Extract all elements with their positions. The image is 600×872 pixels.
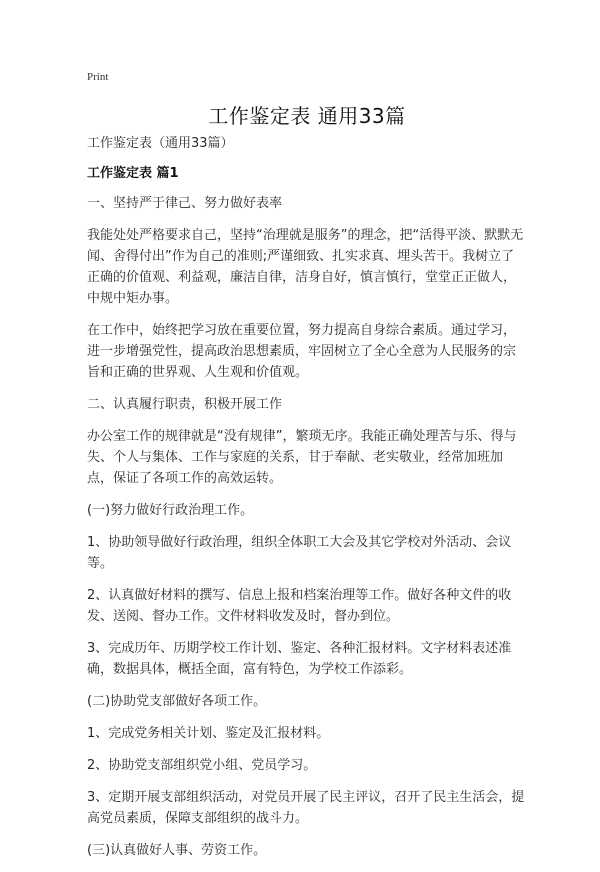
paragraph: 2、协助党支部组织党小组、党员学习。 — [87, 758, 317, 773]
paragraph: 在工作中，始终把学习放在重要位置，努力提高自身综合素质。通过学习，进一步增强党性，提高政治思想素质，牢固树立了全心全意为人民服务的宗旨和正确的世界观、人生观和价值观。 — [87, 323, 517, 380]
paragraph: (一)努力做好行政治理工作。 — [87, 503, 254, 518]
paragraph: 1、协助领导做好行政治理，组织全体职工大会及其它学校对外活动、会议等。 — [87, 535, 512, 571]
print-label: Print — [87, 71, 109, 83]
paragraph: 2、认真做好材料的撰写、信息上报和档案治理等工作。做好各种文件的收发、送阅、督办工作。文件材料收发及时，督办到位。 — [87, 588, 512, 624]
paragraph: 办公室工作的规律就是“没有规律”，繁琐无序。我能正确处理苦与乐、得与失、个人与集体、工作与家庭的关系，甘于奉献、老实敬业，经常加班加点，保证了各项工作的高效运转。 — [87, 429, 517, 486]
document-body — [87, 133, 527, 872]
section-heading: 工作鉴定表 篇1 — [87, 166, 179, 181]
paragraph: 1、完成党务相关计划、鉴定及汇报材料。 — [87, 726, 330, 741]
page-title: 工作鉴定表 通用33篇 — [208, 104, 406, 128]
paragraph: (三)认真做好人事、劳资工作。 — [87, 843, 267, 858]
paragraph: 3、完成历年、历期学校工作计划、鉴定、各种汇报材料。文字材料表述准确，数据具体，概括全面，富有特色，为学校工作添彩。 — [87, 641, 512, 677]
paragraph: (二)协助党支部做好各项工作。 — [87, 694, 267, 709]
paragraph: 我能处处严格要求自己，坚持“治理就是服务”的理念，把“活得平淡、默默无闻、舍得付出”作为自己的准则;严谨细致、扎实求真、埋头苦干。我树立了正确的价值观、利益观，廉洁自律，洁身自好，慎言慎行，堂堂正正做人，中规中矩办事。 — [87, 228, 524, 306]
document-subtitle: 工作鉴定表（通用33篇） — [87, 136, 234, 151]
paragraph: 二、认真履行职责，积极开展工作 — [87, 397, 283, 412]
paragraph: 一、坚持严于律己、努力做好表率 — [87, 196, 283, 211]
paragraph: 3、定期开展支部组织活动，对党员开展了民主评议，召开了民主生活会，提高党员素质，保障支部组织的战斗力。 — [87, 790, 525, 826]
